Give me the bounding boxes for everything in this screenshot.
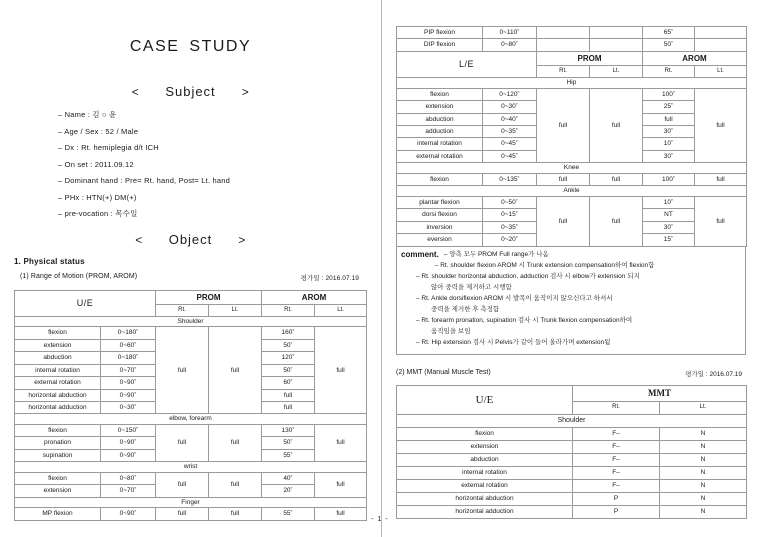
rom-ue-subheader-cell: Lt. — [209, 304, 262, 316]
mmt-rt: F– — [573, 466, 660, 479]
rom-ue-motion: pronation — [15, 437, 101, 449]
rom-ue-group-label: wrist — [15, 462, 367, 472]
subject-item-name: – Name : 김 ○ 윤 — [58, 110, 117, 119]
rom-ue-normal-range: 0~90˚ — [101, 377, 156, 389]
rom-le-normal-range: 0~35˚ — [483, 221, 537, 233]
rom-le-normal-range: 0~45˚ — [483, 138, 537, 150]
rom-ue-normal-range: 0~90˚ — [101, 437, 156, 449]
comment-line: – Rt. shoulder flexion AROM 시 Trunk extension compensation하여 flexion함 — [434, 261, 655, 269]
comment-line: – Rt. forearm pronation, supination 검사 시 Trunk flexion compensation하여 — [416, 317, 633, 325]
table-row — [397, 453, 747, 466]
rom-ue-cont-cell: 65˚ — [643, 27, 695, 39]
mmt-subheader-cell: Rt. — [573, 401, 660, 414]
mmt-rt: F– — [573, 427, 660, 440]
rom-le-motion: flexion — [397, 173, 483, 185]
mmt-lt: N — [660, 492, 747, 505]
rom-le-normal-range: 0~30˚ — [483, 101, 537, 113]
rom-le-group-label: Ankle — [397, 186, 747, 196]
rom-le-motion: flexion — [397, 88, 483, 100]
mmt-motion: horizontal abduction — [397, 492, 573, 505]
rom-ue-motion: horizontal adduction — [15, 401, 101, 413]
rom-ue-table — [14, 290, 367, 521]
rom-le-arom-rt: 30˚ — [643, 221, 695, 233]
rom-ue-arom-rt: 55˚ — [262, 508, 315, 520]
rom-ue-normal-range: 0~90˚ — [101, 508, 156, 520]
mmt-group-label: Shoulder — [397, 414, 747, 427]
page-title: CASE STUDY — [129, 38, 252, 55]
rom-ue-subheader-cell: Rt. — [262, 304, 315, 316]
rom-ue-cont-cell: 0~110˚ — [483, 27, 537, 39]
mmt-lt: N — [660, 440, 747, 453]
rom-ue-normal-range: 0~70˚ — [101, 485, 156, 497]
subject-chevron-right: > — [241, 85, 250, 99]
mmt-lt: N — [660, 479, 747, 492]
comment-line: – 양측 모두 PROM Full range가 나옴 — [443, 250, 549, 258]
rom-ue-motion: extension — [15, 485, 101, 497]
mmt-motion: internal rotation — [397, 466, 573, 479]
subject-item-onset: – On set : 2011.09.12 — [58, 159, 134, 169]
rom-le-subheader-cell: Lt. — [695, 66, 747, 78]
mmt-lt: N — [660, 466, 747, 479]
rom-le-motion: extension — [397, 101, 483, 113]
object-heading-label: Object — [168, 231, 213, 247]
rom-ue-normal-range: 0~60˚ — [101, 339, 156, 351]
mmt-ue-title: U/E — [397, 386, 573, 414]
rom-ue-cont-cell: 0~80˚ — [483, 39, 537, 51]
rom-ue-cont-cell: DIP flexion — [397, 39, 483, 51]
rom-le-arom-lt: full — [695, 173, 747, 185]
rom-ue-arom-lt: full — [315, 472, 367, 497]
rom-ue-subheader-cell: Rt. — [156, 304, 209, 316]
rom-ue-prom-rt: full — [156, 327, 209, 414]
rom-ue-normal-range: 0~90˚ — [101, 449, 156, 461]
rom-le-prom-rt: full — [537, 173, 590, 185]
rom-le-normal-range: 0~20˚ — [483, 234, 537, 246]
mmt-motion: external rotation — [397, 479, 573, 492]
rom-ue-motion: extension — [15, 339, 101, 351]
table-row — [397, 479, 747, 492]
object-chevron-left: < — [135, 232, 143, 247]
rom-ue-motion: abduction — [15, 352, 101, 364]
mmt-ue-table — [396, 385, 747, 518]
rom-le-motion: inversion — [397, 221, 483, 233]
page-footer: - 1 - — [371, 516, 389, 523]
rom-ue-motion: flexion — [15, 472, 101, 484]
rom-ue-arom-rt: full — [262, 401, 315, 413]
rom-ue-header-row — [15, 290, 367, 304]
subject-item-pre-vocation: – pre-vocation : 목수일 — [58, 209, 138, 218]
rom-ue-arom-lt: full — [315, 508, 367, 520]
rom-ue-group-row — [15, 414, 367, 424]
table-row — [15, 327, 367, 339]
rom-ue-prom-lt: full — [209, 424, 262, 461]
mmt-rt: P — [573, 505, 660, 518]
rom-ue-normal-range: 0~80˚ — [101, 472, 156, 484]
subject-item-diagnosis: – Dx : Rt. hemiplegia d/t ICH — [58, 143, 159, 152]
subject-chevron-left: < — [131, 85, 140, 99]
rom-le-arom-header: AROM — [643, 51, 747, 65]
table-row — [397, 427, 747, 440]
subject-item-dominant-hand: – Dominant hand : Pre= Rt. hand, Post= Lt. hand — [58, 176, 231, 185]
rom-le-section — [396, 26, 760, 247]
rom-le-normal-range: 0~15˚ — [483, 209, 537, 221]
rom-le-prom-lt: full — [590, 88, 643, 163]
rom-le-subheader-cell: Lt. — [590, 66, 643, 78]
subject-info-list — [18, 111, 381, 218]
rom-le-normal-range: 0~40˚ — [483, 113, 537, 125]
rom-le-motion: adduction — [397, 126, 483, 138]
table-row — [397, 466, 747, 479]
rom-le-group-label: Hip — [397, 78, 747, 88]
rom-ue-cont-cell — [537, 27, 590, 39]
rom-ue-prom-lt: full — [209, 327, 262, 414]
object-chevron-right: > — [238, 232, 246, 247]
mmt-rt: F– — [573, 479, 660, 492]
mmt-column-header: MMT — [573, 386, 747, 401]
rom-le-prom-header: PROM — [537, 51, 643, 65]
rom-le-arom-rt: 10˚ — [643, 196, 695, 208]
rom-ue-motion: horizontal abduction — [15, 389, 101, 401]
rom-ue-arom-rt: 160˚ — [262, 327, 315, 339]
rom-ue-motion: external rotation — [15, 377, 101, 389]
rom-ue-motion: supination — [15, 449, 101, 461]
comment-line-cont: 중력을 제거한 후 측정함 — [431, 306, 500, 313]
rom-le-normal-range: 0~120˚ — [483, 88, 537, 100]
rom-le-arom-lt: full — [695, 196, 747, 246]
rom-le-prom-rt: full — [537, 88, 590, 163]
rom-le-motion: dorsi flexion — [397, 209, 483, 221]
rom-le-group-row — [397, 186, 747, 196]
rom-label-text: (1) Range of Motion (PROM, AROM) — [20, 272, 138, 280]
rom-le-arom-rt: 15˚ — [643, 234, 695, 246]
rom-le-arom-rt: 100˚ — [643, 173, 695, 185]
rom-ue-arom-rt: 50˚ — [262, 339, 315, 351]
rom-ue-normal-range: 0~70˚ — [101, 364, 156, 376]
physical-status-heading: 1. Physical status — [14, 256, 85, 266]
rom-evaluation-date: 평가일 : 2016.07.19 — [300, 274, 359, 282]
rom-ue-arom-rt: 50˚ — [262, 364, 315, 376]
rom-ue-arom-header: AROM — [262, 290, 367, 304]
rom-ue-motion: MP flexion — [15, 508, 101, 520]
table-row — [397, 88, 747, 100]
rom-ue-arom-rt: 120˚ — [262, 352, 315, 364]
mmt-lt: N — [660, 453, 747, 466]
rom-le-arom-rt: full — [643, 113, 695, 125]
rom-ue-normal-range: 0~90˚ — [101, 389, 156, 401]
rom-le-normal-range: 0~50˚ — [483, 196, 537, 208]
comment-line: – Rt. shoulder horizontal abduction, adduction 검사 시 elbow가 extension 되지 — [416, 272, 640, 280]
rom-le-header-row — [397, 51, 747, 65]
rom-ue-normal-range: 0~180˚ — [101, 327, 156, 339]
rom-ue-group-label: Finger — [15, 497, 367, 507]
rom-ue-cont-cell — [695, 39, 747, 51]
rom-le-arom-rt: 30˚ — [643, 126, 695, 138]
mmt-label-text: (2) MMT (Manual Muscle Test) — [396, 369, 491, 377]
rom-le-group-row — [397, 163, 747, 173]
subject-heading — [0, 84, 381, 99]
rom-ue-cont-cell — [537, 39, 590, 51]
rom-ue-motion: flexion — [15, 327, 101, 339]
rom-le-arom-rt: NT — [643, 209, 695, 221]
rom-le-arom-rt: 30˚ — [643, 150, 695, 162]
rom-ue-group-label: elbow, forearm — [15, 414, 367, 424]
rom-ue-normal-range: 0~150˚ — [101, 424, 156, 436]
mmt-header-row — [397, 386, 747, 401]
page-right — [381, 0, 760, 537]
rom-le-arom-rt: 100˚ — [643, 88, 695, 100]
rom-ue-group-label: Shoulder — [15, 316, 367, 326]
rom-ue-normal-range: 0~180˚ — [101, 352, 156, 364]
rom-le-arom-rt: 10˚ — [643, 138, 695, 150]
table-row — [15, 424, 367, 436]
mmt-motion: flexion — [397, 427, 573, 440]
table-row — [397, 492, 747, 505]
rom-ue-group-row — [15, 462, 367, 472]
rom-ue-prom-rt: full — [156, 472, 209, 497]
mmt-group-row — [397, 414, 747, 427]
table-row — [15, 472, 367, 484]
rom-ue-prom-lt: full — [209, 508, 262, 520]
rom-ue-cont-cell: PIP flexion — [397, 27, 483, 39]
table-row — [397, 27, 747, 39]
rom-ue-arom-rt: 40˚ — [262, 472, 315, 484]
rom-le-subheader-cell: Rt. — [643, 66, 695, 78]
mmt-lt: N — [660, 505, 747, 518]
mmt-evaluation-date: 평가일 : 2016.07.19 — [685, 371, 742, 379]
comment-box — [396, 247, 746, 356]
rom-ue-normal-range: 0~30˚ — [101, 401, 156, 413]
rom-ue-arom-rt: 60˚ — [262, 377, 315, 389]
rom-le-normal-range: 0~45˚ — [483, 150, 537, 162]
rom-ue-prom-lt: full — [209, 472, 262, 497]
rom-le-motion: external rotation — [397, 150, 483, 162]
rom-le-normal-range: 0~35˚ — [483, 126, 537, 138]
mmt-subsection-label — [396, 369, 746, 379]
table-row — [397, 440, 747, 453]
mmt-rt: F– — [573, 453, 660, 466]
rom-ue-arom-lt: full — [315, 424, 367, 461]
rom-le-motion: plantar flexion — [397, 196, 483, 208]
comment-title: comment. — [401, 249, 439, 259]
subject-item-age-sex: – Age / Sex : 52 / Male — [58, 126, 139, 136]
mmt-rt: P — [573, 492, 660, 505]
rom-le-normal-range: 0~135˚ — [483, 173, 537, 185]
rom-ue-arom-rt: full — [262, 389, 315, 401]
rom-le-group-label: Knee — [397, 163, 747, 173]
rom-ue-prom-header: PROM — [156, 290, 262, 304]
mmt-motion: horizontal adduction — [397, 505, 573, 518]
comment-line-cont: 움직임을 보임 — [431, 328, 471, 336]
rom-ue-arom-lt: full — [315, 327, 367, 414]
rom-le-arom-lt: full — [695, 88, 747, 163]
rom-le-motion: internal rotation — [397, 138, 483, 150]
object-heading — [0, 232, 381, 247]
rom-ue-prom-rt: full — [156, 508, 209, 520]
mmt-lt: N — [660, 427, 747, 440]
rom-le-motion: eversion — [397, 234, 483, 246]
rom-ue-cont-cell — [695, 27, 747, 39]
rom-ue-prom-rt: full — [156, 424, 209, 461]
mmt-subheader-cell: Lt. — [660, 401, 747, 414]
rom-ue-motion: internal rotation — [15, 364, 101, 376]
rom-ue-cont-cell — [590, 27, 643, 39]
rom-le-table — [396, 26, 747, 247]
rom-le-prom-rt: full — [537, 196, 590, 246]
rom-ue-subheader-cell: Lt. — [315, 304, 367, 316]
table-row — [397, 196, 747, 208]
rom-ue-group-row — [15, 316, 367, 326]
rom-le-group-row — [397, 78, 747, 88]
table-row — [397, 39, 747, 51]
rom-ue-arom-rt: 55˚ — [262, 449, 315, 461]
mmt-rt: F– — [573, 440, 660, 453]
rom-le-motion: abduction — [397, 113, 483, 125]
rom-ue-motion: flexion — [15, 424, 101, 436]
rom-ue-arom-rt: 50˚ — [262, 437, 315, 449]
subject-heading-label: Subject — [165, 84, 216, 99]
comment-line-cont: 않아 중력을 제거하고 시행함 — [431, 283, 512, 291]
rom-ue-arom-rt: 20˚ — [262, 485, 315, 497]
mmt-motion: extension — [397, 440, 573, 453]
rom-le-subheader-cell: Rt. — [537, 66, 590, 78]
rom-ue-group-row — [15, 497, 367, 507]
rom-ue-cont-cell — [590, 39, 643, 51]
rom-le-prom-lt: full — [590, 173, 643, 185]
rom-ue-title: U/E — [15, 290, 156, 316]
table-row — [397, 173, 747, 185]
rom-le-prom-lt: full — [590, 196, 643, 246]
subject-item-past-history: – PHx : HTN(+) DM(+) — [58, 192, 137, 202]
rom-subsection-label — [20, 273, 381, 280]
comment-list — [401, 250, 741, 349]
mmt-motion: abduction — [397, 453, 573, 466]
rom-le-arom-rt: 25˚ — [643, 101, 695, 113]
rom-ue-cont-cell: 50˚ — [643, 39, 695, 51]
comment-line: – Rt. Hip extension 검사 시 Pelvis가 같이 들어 올라가며 extension됨 — [416, 339, 611, 347]
rom-le-title: L/E — [397, 51, 537, 77]
rom-ue-arom-rt: 130˚ — [262, 424, 315, 436]
comment-line: – Rt. Ankle dorsiflexion AROM 시 발목이 움직이지 않으신다고 하셔서 — [416, 294, 613, 302]
